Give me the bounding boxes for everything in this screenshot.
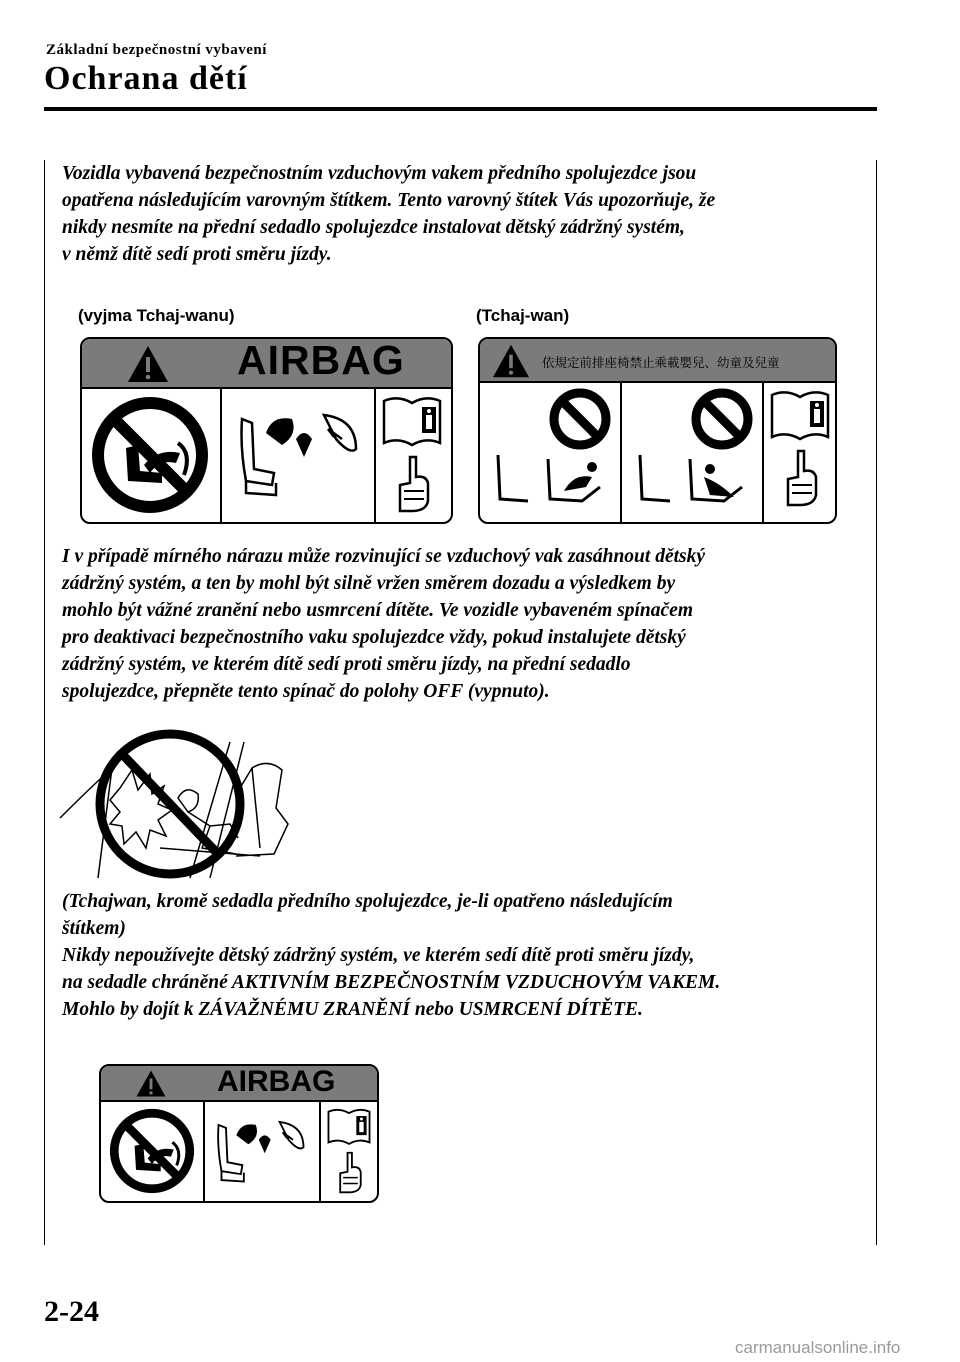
paragraph-line: na sedadle chráněné AKTIVNÍM BEZPEČNOSTNÍM VZDUCHOVÝM VAKEM. bbox=[62, 972, 721, 993]
warning-paragraph-2 bbox=[62, 543, 868, 705]
paragraph-line: Vozidla vybavená bezpečnostním vzduchovým vakem předního spolujezdce jsou bbox=[62, 163, 697, 184]
paragraph-line: pro deaktivaci bezpečnostního vaku spolujezdce vždy, pokud instalujete dětský bbox=[62, 627, 686, 648]
airbag-deployment-icon bbox=[232, 399, 366, 509]
airbag-text: AIRBAG bbox=[217, 1065, 336, 1098]
no-rear-facing-seat-icon bbox=[107, 1106, 197, 1196]
paragraph-line: I v případě mírného nárazu může rozvinující se vzduchový vak zasáhnout dětský bbox=[62, 546, 706, 567]
paragraph-line: Mohlo by dojít k ZÁVAŽNÉMU ZRANĚNÍ nebo USMRCENÍ DÍTĚTE. bbox=[62, 999, 643, 1020]
title-rule bbox=[44, 107, 877, 111]
footer-watermark: carmanualsonline.info bbox=[735, 1338, 901, 1357]
paragraph-line: (Tchajwan, kromě sedadla předního spolujezdce, je-li opatřeno následujícím bbox=[62, 891, 673, 912]
warning-paragraph-3 bbox=[62, 888, 868, 1023]
read-manual-icon bbox=[382, 397, 442, 515]
paragraph-line: mohlo být vážné zranění nebo usmrcení dítěte. Ve vozidle vybaveném spínačem bbox=[62, 600, 693, 621]
read-manual-icon bbox=[327, 1108, 371, 1196]
paragraph-line: opatřena následujícím varovným štítkem. Tento varovný štítek Vás upozorňuje, že bbox=[62, 190, 716, 211]
taiwan-warning-label bbox=[478, 337, 837, 524]
taiwan-warning-text: 依規定前排座椅禁止乘載嬰兒、幼童及兒童 bbox=[542, 355, 780, 370]
airbag-text: AIRBAG bbox=[237, 337, 405, 383]
warning-triangle-icon bbox=[490, 343, 532, 379]
label-caption-non-taiwan: (vyjma Tchaj-wanu) bbox=[78, 306, 235, 325]
paragraph-line: štítkem) bbox=[62, 918, 126, 939]
warning-triangle-icon bbox=[135, 1069, 167, 1098]
page-number: 2-24 bbox=[44, 1295, 99, 1328]
read-manual-icon bbox=[770, 391, 830, 509]
no-rear-facing-seat-icon bbox=[88, 393, 212, 517]
left-margin-line bbox=[44, 160, 45, 1245]
right-margin-line bbox=[876, 160, 877, 1245]
paragraph-line: v němž dítě sedí proti směru jízdy. bbox=[62, 244, 332, 265]
paragraph-line: zádržný systém, ve kterém dítě sedí proti směru jízdy, na přední sedadlo bbox=[62, 654, 631, 675]
paragraph-line: Nikdy nepoužívejte dětský zádržný systém, ve kterém sedí dítě proti směru jízdy, bbox=[62, 945, 695, 966]
airbag-deployment-icon bbox=[211, 1110, 311, 1192]
airbag-warning-label bbox=[80, 337, 453, 524]
warning-triangle-icon bbox=[126, 344, 170, 384]
paragraph-line: nikdy nesmíte na přední sedadlo spolujezdce instalovat dětský zádržný systém, bbox=[62, 217, 685, 238]
no-child-seat-front-icon bbox=[488, 387, 618, 515]
label-caption-taiwan: (Tchaj-wan) bbox=[476, 306, 570, 325]
paragraph-line: spolujezdce, přepněte tento spínač do polohy OFF (vypnuto). bbox=[62, 681, 550, 702]
page-title: Ochrana dětí bbox=[44, 60, 248, 97]
no-child-front-icon bbox=[630, 387, 760, 515]
paragraph-line: zádržný systém, a ten by mohl být silně vržen směrem dozadu a výsledkem by bbox=[62, 573, 676, 594]
airbag-warning-label-small bbox=[99, 1064, 379, 1203]
airbag-hitting-child-seat-illustration bbox=[60, 728, 292, 886]
section-heading: Základní bezpečnostní vybavení bbox=[46, 42, 267, 58]
warning-paragraph-1 bbox=[62, 160, 868, 268]
